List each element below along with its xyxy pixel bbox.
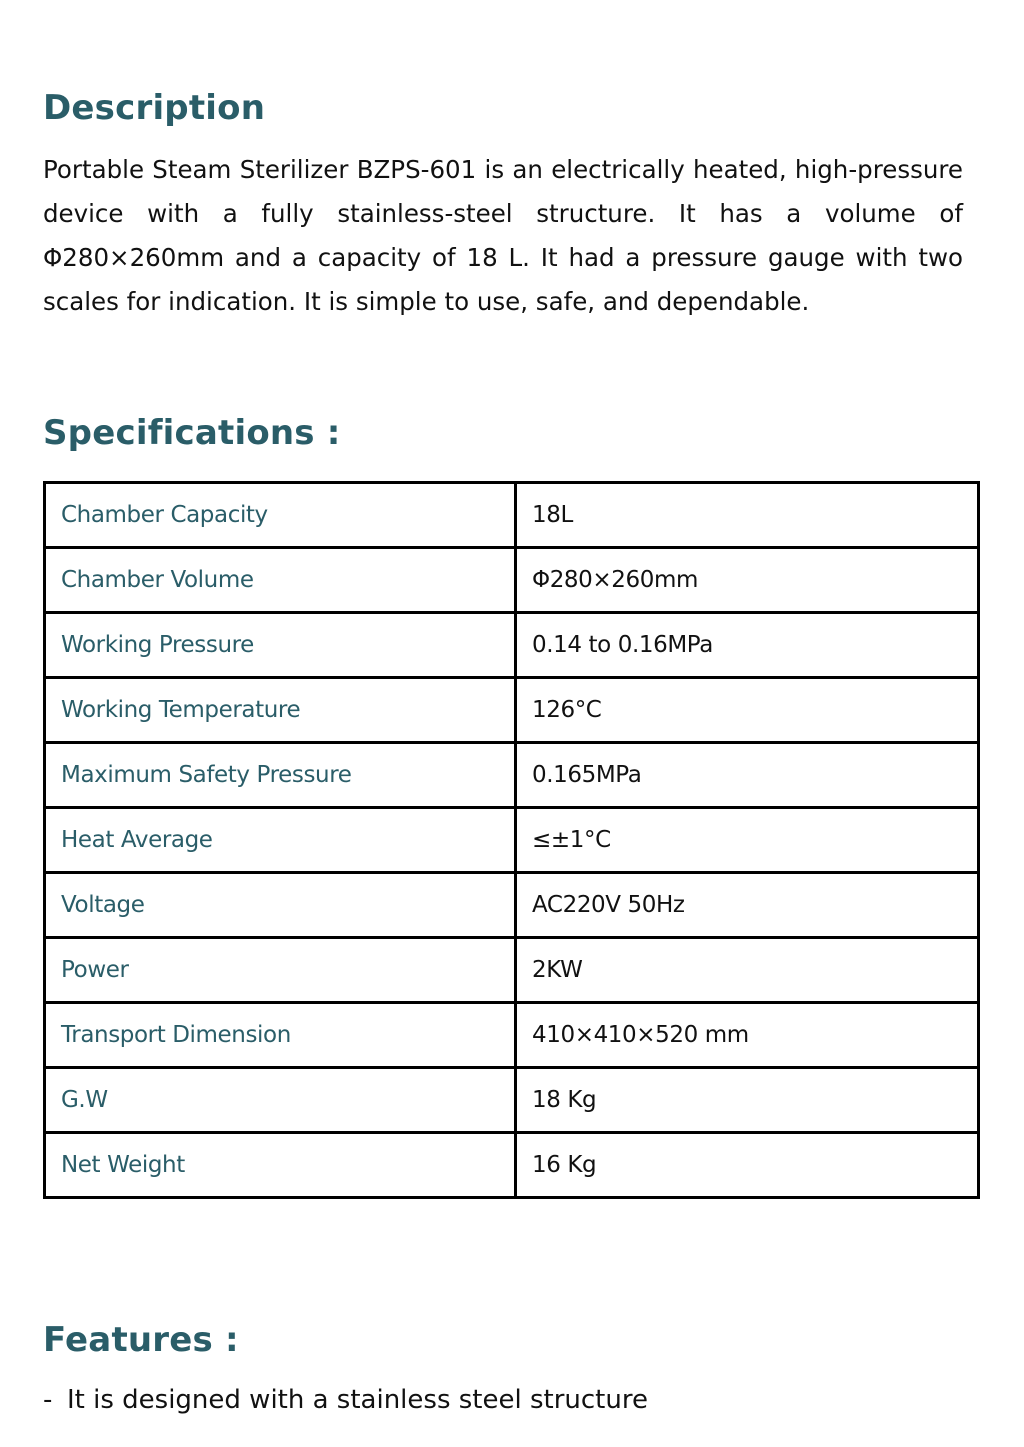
feature-text: It is designed with a stainless steel structure bbox=[67, 1385, 648, 1415]
spec-value: 410×410×520 mm bbox=[516, 1003, 979, 1068]
spec-label: Heat Average bbox=[45, 808, 516, 873]
spec-value: 2KW bbox=[516, 938, 979, 1003]
spec-label: Power bbox=[45, 938, 516, 1003]
spec-value: 16 Kg bbox=[516, 1133, 979, 1198]
list-dash: - bbox=[43, 1385, 53, 1415]
spec-label: Working Pressure bbox=[45, 613, 516, 678]
features-list bbox=[43, 1380, 648, 1420]
spec-label: Chamber Capacity bbox=[45, 483, 516, 548]
specifications-table bbox=[43, 481, 980, 1199]
table-row bbox=[45, 483, 979, 548]
spec-value: ≤±1°C bbox=[516, 808, 979, 873]
description-heading: Description bbox=[43, 88, 266, 128]
spec-label: G.W bbox=[45, 1068, 516, 1133]
spec-value: Φ280×260mm bbox=[516, 548, 979, 613]
spec-value: 126°C bbox=[516, 678, 979, 743]
table-row bbox=[45, 678, 979, 743]
list-item bbox=[43, 1380, 648, 1420]
table-row bbox=[45, 1068, 979, 1133]
table-row bbox=[45, 938, 979, 1003]
spec-value: AC220V 50Hz bbox=[516, 873, 979, 938]
spec-label: Transport Dimension bbox=[45, 1003, 516, 1068]
spec-label: Voltage bbox=[45, 873, 516, 938]
spec-label: Working Temperature bbox=[45, 678, 516, 743]
spec-value: 18L bbox=[516, 483, 979, 548]
table-row bbox=[45, 548, 979, 613]
spec-label: Net Weight bbox=[45, 1133, 516, 1198]
spec-label: Chamber Volume bbox=[45, 548, 516, 613]
features-heading: Features : bbox=[43, 1320, 239, 1360]
table-row bbox=[45, 1133, 979, 1198]
table-row bbox=[45, 873, 979, 938]
table-row bbox=[45, 613, 979, 678]
table-row bbox=[45, 743, 979, 808]
description-text: Portable Steam Sterilizer BZPS-601 is an electrically heated, high-pressure device with a fully stainless-steel structure. It has a volume of Φ280×260mm and a capacity of 18 L. It had a pressure gauge with two scales for indication. It is simple to use, safe, and dependable. bbox=[43, 155, 963, 316]
spec-value: 0.165MPa bbox=[516, 743, 979, 808]
specifications-heading: Specifications : bbox=[43, 413, 341, 453]
spec-value: 0.14 to 0.16MPa bbox=[516, 613, 979, 678]
spec-label: Maximum Safety Pressure bbox=[45, 743, 516, 808]
table-row bbox=[45, 1003, 979, 1068]
spec-value: 18 Kg bbox=[516, 1068, 979, 1133]
table-row bbox=[45, 808, 979, 873]
